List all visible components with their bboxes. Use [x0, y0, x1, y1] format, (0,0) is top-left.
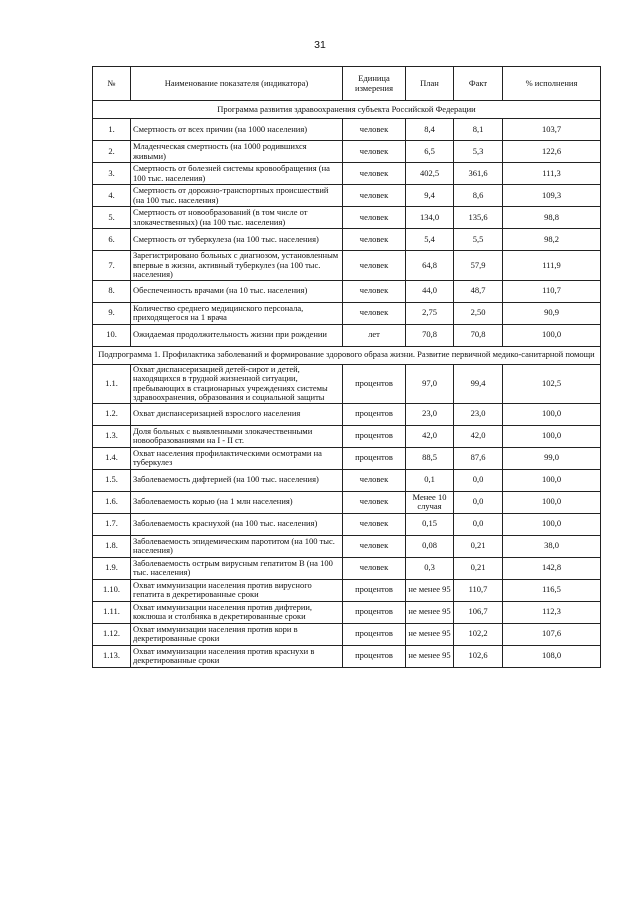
fact-value: 23,0: [454, 403, 503, 425]
fact-value: 5,3: [454, 141, 503, 163]
indicator-name: Обеспеченность врачами (на 10 тыс. населения): [131, 280, 343, 302]
row-number: 1.12.: [93, 623, 131, 645]
table-row: [93, 302, 601, 324]
indicator-name: Смертность от всех причин (на 1000 населения): [131, 119, 343, 141]
row-number: 1.6.: [93, 491, 131, 513]
header-plan: План: [406, 67, 454, 101]
percent-value: 100,0: [503, 513, 601, 535]
percent-value: 102,5: [503, 364, 601, 403]
unit-cell: процентов: [343, 645, 406, 667]
percent-value: 100,0: [503, 324, 601, 346]
percent-value: 107,6: [503, 623, 601, 645]
row-number: 5.: [93, 207, 131, 229]
table-row: [93, 364, 601, 403]
table-row: [93, 324, 601, 346]
section-title: Подпрограмма 1. Профилактика заболеваний и формирование здорового образа жизни. Развитие первичной медико-санитарной помощи: [93, 346, 601, 364]
fact-value: 102,2: [454, 623, 503, 645]
row-number: 1.3.: [93, 425, 131, 447]
header-percent: % исполнения: [503, 67, 601, 101]
plan-value: 23,0: [406, 403, 454, 425]
plan-value: 134,0: [406, 207, 454, 229]
row-number: 1.11.: [93, 601, 131, 623]
percent-value: 98,8: [503, 207, 601, 229]
percent-value: 100,0: [503, 403, 601, 425]
indicator-name: Охват диспансеризацией детей-сирот и детей, находящихся в трудной жизненной ситуации, пребывающих в стационарных учреждениях системы здравоохранения, образования и социальной защиты: [131, 364, 343, 403]
percent-value: 103,7: [503, 119, 601, 141]
plan-value: 6,5: [406, 141, 454, 163]
row-number: 1.: [93, 119, 131, 141]
plan-value: 2,75: [406, 302, 454, 324]
indicator-name: Смертность от болезней системы кровообращения (на 100 тыс. населения): [131, 163, 343, 185]
table-row: [93, 403, 601, 425]
percent-value: 108,0: [503, 645, 601, 667]
plan-value: не менее 95: [406, 579, 454, 601]
table-row: [93, 425, 601, 447]
row-number: 1.1.: [93, 364, 131, 403]
indicator-name: Охват населения профилактическими осмотрами на туберкулез: [131, 447, 343, 469]
indicator-name: Охват иммунизации населения против дифтерии, коклюша и столбняка в декретированные сроки: [131, 601, 343, 623]
header-unit: Единица измерения: [343, 67, 406, 101]
row-number: 1.8.: [93, 535, 131, 557]
unit-cell: человек: [343, 163, 406, 185]
indicator-name: Заболеваемость краснухой (на 100 тыс. населения): [131, 513, 343, 535]
plan-value: 402,5: [406, 163, 454, 185]
unit-cell: процентов: [343, 364, 406, 403]
fact-value: 135,6: [454, 207, 503, 229]
fact-value: 48,7: [454, 280, 503, 302]
unit-cell: лет: [343, 324, 406, 346]
row-number: 1.4.: [93, 447, 131, 469]
row-number: 1.10.: [93, 579, 131, 601]
percent-value: 100,0: [503, 469, 601, 491]
percent-value: 38,0: [503, 535, 601, 557]
plan-value: 0,3: [406, 557, 454, 579]
row-number: 6.: [93, 229, 131, 251]
plan-value: не менее 95: [406, 601, 454, 623]
header-fact: Факт: [454, 67, 503, 101]
table-row: [93, 141, 601, 163]
unit-cell: человек: [343, 469, 406, 491]
table-row: [93, 491, 601, 513]
indicator-name: Зарегистрировано больных с диагнозом, установленным впервые в жизни, активный туберкулез (на 100 тыс. населения): [131, 251, 343, 281]
percent-value: 109,3: [503, 185, 601, 207]
row-number: 1.5.: [93, 469, 131, 491]
table-header-row: [93, 67, 601, 101]
unit-cell: процентов: [343, 601, 406, 623]
indicator-name: Смертность от туберкулеза (на 100 тыс. населения): [131, 229, 343, 251]
fact-value: 2,50: [454, 302, 503, 324]
table-row: [93, 645, 601, 667]
percent-value: 100,0: [503, 425, 601, 447]
percent-value: 99,0: [503, 447, 601, 469]
fact-value: 5,5: [454, 229, 503, 251]
percent-value: 111,9: [503, 251, 601, 281]
row-number: 1.13.: [93, 645, 131, 667]
page-number: 31: [314, 39, 326, 51]
plan-value: 88,5: [406, 447, 454, 469]
unit-cell: человек: [343, 229, 406, 251]
row-number: 3.: [93, 163, 131, 185]
section-header-row: [93, 101, 601, 119]
table-row: [93, 535, 601, 557]
unit-cell: человек: [343, 207, 406, 229]
unit-cell: человек: [343, 513, 406, 535]
row-number: 1.2.: [93, 403, 131, 425]
unit-cell: процентов: [343, 447, 406, 469]
fact-value: 102,6: [454, 645, 503, 667]
row-number: 2.: [93, 141, 131, 163]
fact-value: 0,0: [454, 469, 503, 491]
unit-cell: человек: [343, 557, 406, 579]
indicator-name: Охват иммунизации населения против краснухи в декретированные сроки: [131, 645, 343, 667]
table-row: [93, 623, 601, 645]
row-number: 10.: [93, 324, 131, 346]
plan-value: не менее 95: [406, 645, 454, 667]
percent-value: 112,3: [503, 601, 601, 623]
indicator-name: Количество среднего медицинского персонала, приходящегося на 1 врача: [131, 302, 343, 324]
plan-value: 44,0: [406, 280, 454, 302]
indicator-name: Смертность от новообразований (в том числе от злокачественных) (на 100 тыс. населения): [131, 207, 343, 229]
indicators-table: [92, 66, 601, 668]
row-number: 4.: [93, 185, 131, 207]
percent-value: 110,7: [503, 280, 601, 302]
unit-cell: человек: [343, 119, 406, 141]
indicator-name: Охват иммунизации населения против вирусного гепатита в декретированные сроки: [131, 579, 343, 601]
table-row: [93, 513, 601, 535]
table-row: [93, 207, 601, 229]
fact-value: 99,4: [454, 364, 503, 403]
fact-value: 8,1: [454, 119, 503, 141]
indicator-name: Охват диспансеризацией взрослого населения: [131, 403, 343, 425]
plan-value: 0,08: [406, 535, 454, 557]
table-row: [93, 163, 601, 185]
unit-cell: человек: [343, 491, 406, 513]
unit-cell: человек: [343, 280, 406, 302]
plan-value: 70,8: [406, 324, 454, 346]
table-row: [93, 185, 601, 207]
plan-value: 5,4: [406, 229, 454, 251]
percent-value: 98,2: [503, 229, 601, 251]
indicator-name: Заболеваемость корью (на 1 млн населения): [131, 491, 343, 513]
header-num: №: [93, 67, 131, 101]
unit-cell: процентов: [343, 623, 406, 645]
plan-value: 9,4: [406, 185, 454, 207]
fact-value: 87,6: [454, 447, 503, 469]
fact-value: 361,6: [454, 163, 503, 185]
row-number: 7.: [93, 251, 131, 281]
unit-cell: процентов: [343, 425, 406, 447]
table-row: [93, 447, 601, 469]
plan-value: 0,1: [406, 469, 454, 491]
header-name: Наименование показателя (индикатора): [131, 67, 343, 101]
table-row: [93, 557, 601, 579]
fact-value: 8,6: [454, 185, 503, 207]
fact-value: 0,21: [454, 535, 503, 557]
table-row: [93, 119, 601, 141]
fact-value: 106,7: [454, 601, 503, 623]
fact-value: 42,0: [454, 425, 503, 447]
indicator-name: Младенческая смертность (на 1000 родившихся живыми): [131, 141, 343, 163]
unit-cell: процентов: [343, 403, 406, 425]
plan-value: не менее 95: [406, 623, 454, 645]
percent-value: 111,3: [503, 163, 601, 185]
plan-value: 0,15: [406, 513, 454, 535]
table-row: [93, 579, 601, 601]
unit-cell: человек: [343, 251, 406, 281]
plan-value: 8,4: [406, 119, 454, 141]
fact-value: 0,0: [454, 491, 503, 513]
row-number: 8.: [93, 280, 131, 302]
indicator-name: Доля больных с выявленными злокачественными новообразованиями на I - II ст.: [131, 425, 343, 447]
unit-cell: человек: [343, 141, 406, 163]
row-number: 1.9.: [93, 557, 131, 579]
section-header-row: [93, 346, 601, 364]
fact-value: 70,8: [454, 324, 503, 346]
plan-value: 64,8: [406, 251, 454, 281]
table-row: [93, 469, 601, 491]
indicator-name: Заболеваемость эпидемическим паротитом (на 100 тыс. населения): [131, 535, 343, 557]
percent-value: 90,9: [503, 302, 601, 324]
indicator-name: Заболеваемость острым вирусным гепатитом В (на 100 тыс. населения): [131, 557, 343, 579]
indicator-name: Заболеваемость дифтерией (на 100 тыс. населения): [131, 469, 343, 491]
row-number: 1.7.: [93, 513, 131, 535]
percent-value: 122,6: [503, 141, 601, 163]
indicator-name: Охват иммунизации населения против кори в декретированные сроки: [131, 623, 343, 645]
table-row: [93, 251, 601, 281]
unit-cell: человек: [343, 185, 406, 207]
row-number: 9.: [93, 302, 131, 324]
plan-value: 42,0: [406, 425, 454, 447]
percent-value: 116,5: [503, 579, 601, 601]
percent-value: 142,8: [503, 557, 601, 579]
unit-cell: человек: [343, 302, 406, 324]
unit-cell: процентов: [343, 579, 406, 601]
plan-value: Менее 10 случая: [406, 491, 454, 513]
fact-value: 0,0: [454, 513, 503, 535]
indicator-name: Смертность от дорожно-транспортных происшествий (на 100 тыс. населения): [131, 185, 343, 207]
table-row: [93, 601, 601, 623]
fact-value: 110,7: [454, 579, 503, 601]
table-row: [93, 280, 601, 302]
section-title: Программа развития здравоохранения субъекта Российской Федерации: [93, 101, 601, 119]
percent-value: 100,0: [503, 491, 601, 513]
fact-value: 57,9: [454, 251, 503, 281]
fact-value: 0,21: [454, 557, 503, 579]
table-row: [93, 229, 601, 251]
unit-cell: человек: [343, 535, 406, 557]
plan-value: 97,0: [406, 364, 454, 403]
indicator-name: Ожидаемая продолжительность жизни при рождении: [131, 324, 343, 346]
